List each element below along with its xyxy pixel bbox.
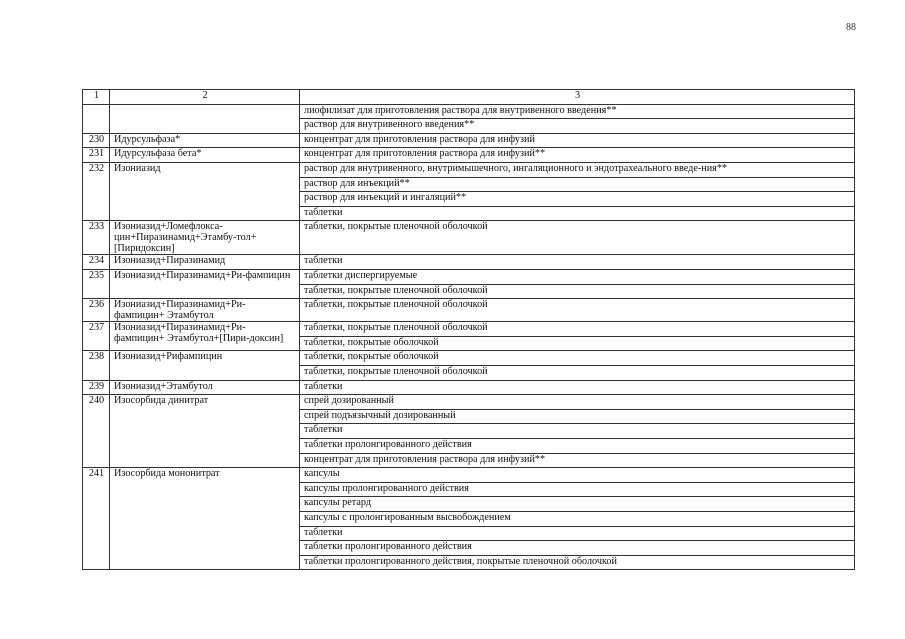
table-row	[83, 351, 855, 366]
dosage-form: таблетки	[300, 526, 855, 541]
entry-number: 240	[83, 395, 110, 468]
header-col-3: 3	[300, 90, 855, 105]
header-col-1: 1	[83, 90, 110, 105]
dosage-form: капсулы пролонгированного действия	[300, 482, 855, 497]
table-row	[83, 468, 855, 483]
dosage-form: раствор для инъекций**	[300, 177, 855, 192]
drug-name	[110, 104, 300, 133]
drug-name: Изониазид+Пиразинамид+Ри-фампицин	[110, 269, 300, 298]
page-number: 88	[846, 22, 856, 33]
entry-number: 230	[83, 133, 110, 148]
entry-number: 231	[83, 148, 110, 163]
dosage-form: концентрат для приготовления раствора для инфузий**	[300, 453, 855, 468]
table-row	[83, 133, 855, 148]
drug-name: Идурсульфаза бета*	[110, 148, 300, 163]
drug-name: Изониазид	[110, 162, 300, 220]
dosage-form: капсулы с пролонгированным высвобождением	[300, 511, 855, 526]
entry-number: 236	[83, 299, 110, 322]
entry-number: 233	[83, 221, 110, 255]
dosage-form: таблетки	[300, 206, 855, 221]
drug-name: Изониазид+Ломефлокса-цин+Пиразинамид+Этамбу-тол+[Пиридоксин]	[110, 221, 300, 255]
entry-number: 238	[83, 351, 110, 380]
table-row	[83, 162, 855, 177]
table-row	[83, 395, 855, 410]
table-row	[83, 269, 855, 284]
dosage-form: раствор для инъекций и ингаляций**	[300, 192, 855, 207]
dosage-form: таблетки, покрытые пленочной оболочкой	[300, 299, 855, 322]
entry-number	[83, 104, 110, 133]
drug-name: Изониазид+Пиразинамид+Ри-фампицин+ Этамбутол+[Пири-доксин]	[110, 322, 300, 351]
dosage-form: таблетки, покрытые оболочкой	[300, 351, 855, 366]
dosage-form: лиофилизат для приготовления раствора для внутривенного введения**	[300, 104, 855, 119]
entry-number: 232	[83, 162, 110, 220]
dosage-form: раствор для внутривенного, внутримышечного, ингаляционного и эндотрахеального введе-ния**	[300, 162, 855, 177]
dosage-form: таблетки, покрытые пленочной оболочкой	[300, 221, 855, 255]
drug-name: Изосорбида мононитрат	[110, 468, 300, 570]
table-row	[83, 221, 855, 255]
header-col-2: 2	[110, 90, 300, 105]
dosage-form: таблетки, покрытые пленочной оболочкой	[300, 322, 855, 337]
entry-number: 237	[83, 322, 110, 351]
dosage-form: таблетки пролонгированного действия, покрытые пленочной оболочкой	[300, 555, 855, 570]
drug-name: Изониазид+Пиразинамид	[110, 255, 300, 270]
table-row	[83, 148, 855, 163]
dosage-form: таблетки, покрытые пленочной оболочкой	[300, 284, 855, 299]
drug-table-body	[83, 90, 855, 570]
entry-number: 234	[83, 255, 110, 270]
dosage-form: спрей дозированный	[300, 395, 855, 410]
dosage-form: таблетки диспергируемые	[300, 269, 855, 284]
dosage-form: таблетки	[300, 424, 855, 439]
dosage-form: спрей подъязычный дозированный	[300, 409, 855, 424]
dosage-form: концентрат для приготовления раствора для инфузий	[300, 133, 855, 148]
table-row	[83, 380, 855, 395]
table-row	[83, 299, 855, 322]
drug-name: Изониазид+Пиразинамид+Ри-фампицин+ Этамбутол	[110, 299, 300, 322]
continuation-row	[83, 104, 855, 119]
entry-number: 235	[83, 269, 110, 298]
entry-number: 241	[83, 468, 110, 570]
header-row	[83, 90, 855, 105]
table-row	[83, 255, 855, 270]
drug-name: Изониазид+Рифампицин	[110, 351, 300, 380]
dosage-form: капсулы	[300, 468, 855, 483]
table-row	[83, 322, 855, 337]
entry-number: 239	[83, 380, 110, 395]
dosage-form: таблетки пролонгированного действия	[300, 541, 855, 556]
drug-table	[82, 89, 855, 570]
dosage-form: таблетки, покрытые оболочкой	[300, 336, 855, 351]
drug-name: Изониазид+Этамбутол	[110, 380, 300, 395]
dosage-form: капсулы ретард	[300, 497, 855, 512]
dosage-form: таблетки, покрытые пленочной оболочкой	[300, 365, 855, 380]
drug-name: Изосорбида динитрат	[110, 395, 300, 468]
drug-name: Идурсульфаза*	[110, 133, 300, 148]
dosage-form: раствор для внутривенного введения**	[300, 119, 855, 134]
dosage-form: таблетки пролонгированного действия	[300, 438, 855, 453]
dosage-form: таблетки	[300, 255, 855, 270]
dosage-form: таблетки	[300, 380, 855, 395]
dosage-form: концентрат для приготовления раствора для инфузий**	[300, 148, 855, 163]
